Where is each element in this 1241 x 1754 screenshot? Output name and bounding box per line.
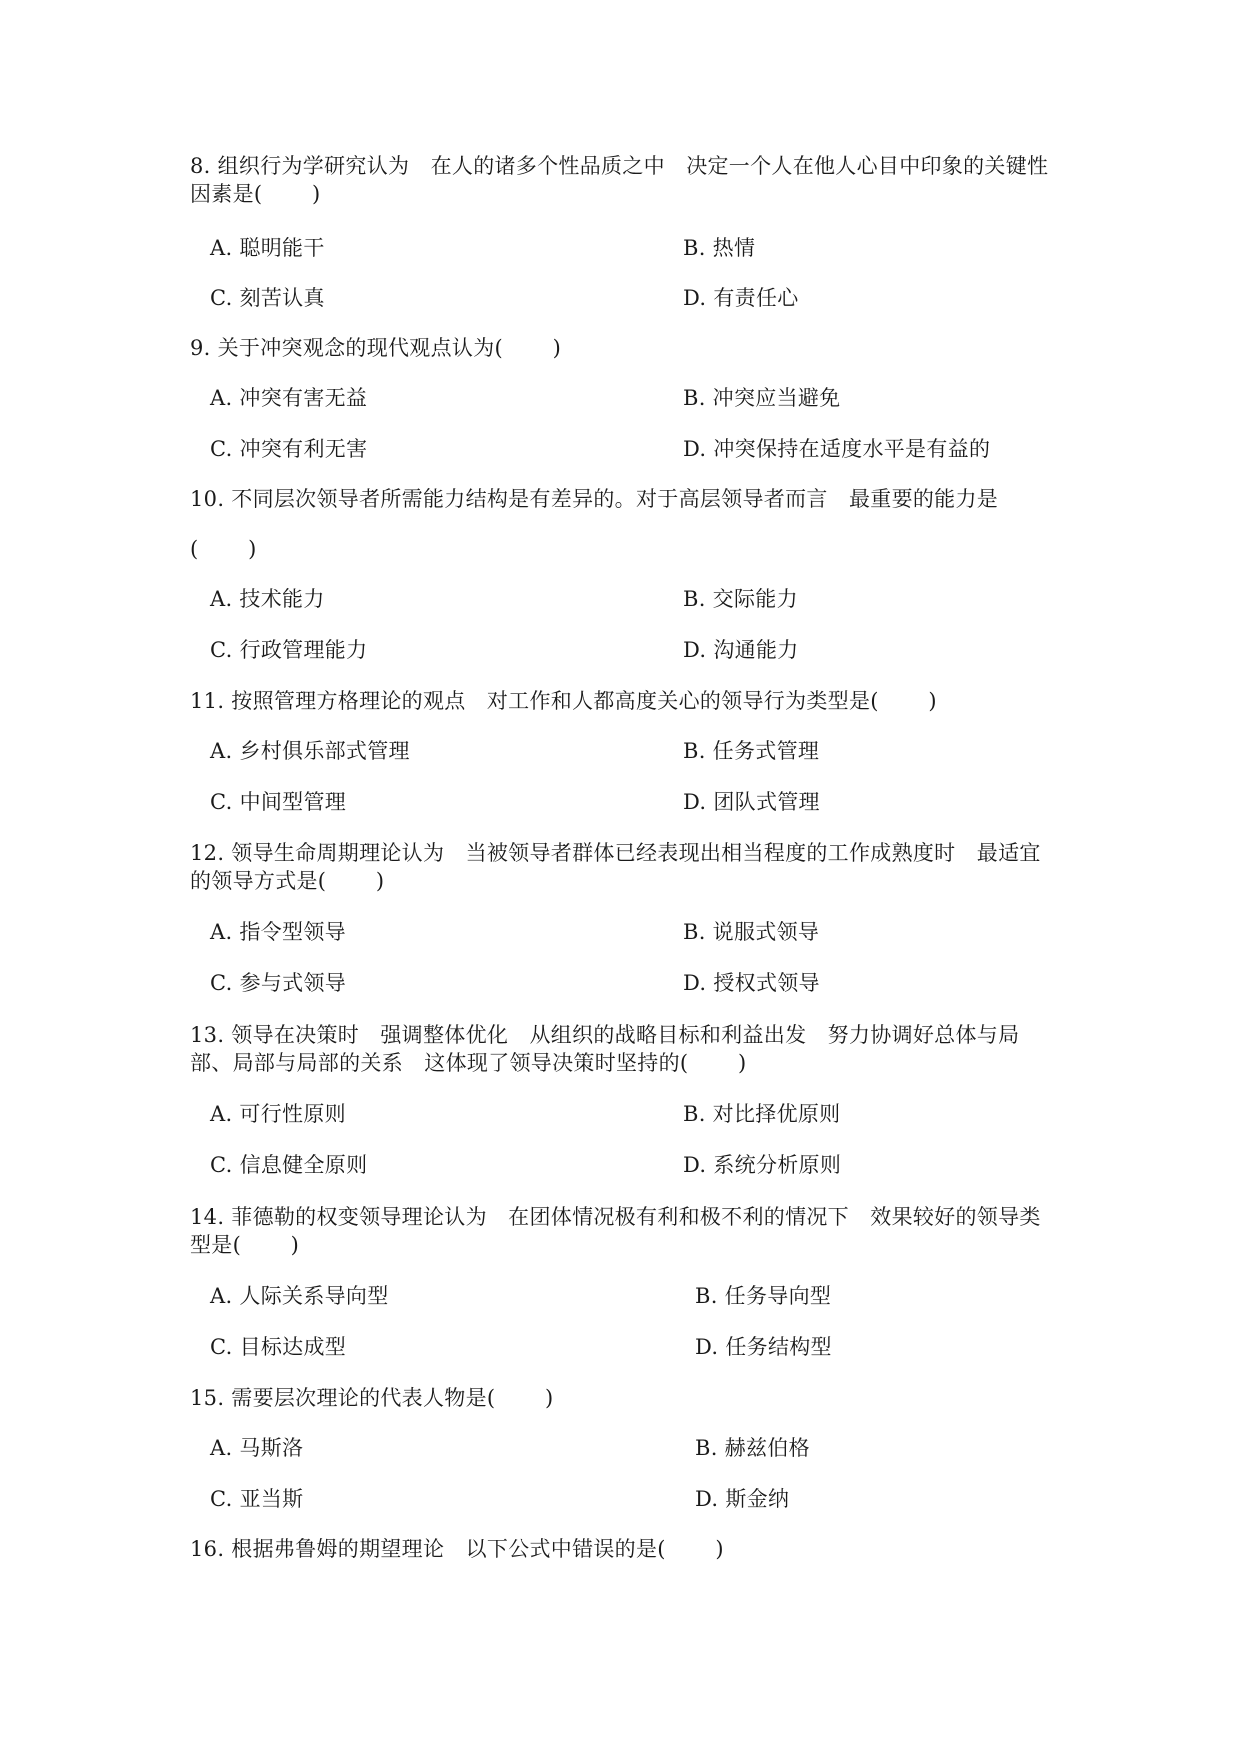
question-14-option-a: A. 人际关系导向型	[210, 1284, 389, 1308]
question-11-option-d: D. 团队式管理	[683, 790, 820, 814]
question-11-stem: 11. 按照管理方格理论的观点 对工作和人都高度关心的领导行为类型是( )	[190, 689, 937, 713]
question-8-option-c: C. 刻苦认真	[210, 286, 325, 310]
question-15-stem: 15. 需要层次理论的代表人物是( )	[190, 1386, 554, 1410]
question-15-option-d: D. 斯金纳	[695, 1487, 790, 1511]
question-16-stem: 16. 根据弗鲁姆的期望理论 以下公式中错误的是( )	[190, 1537, 724, 1561]
question-14-option-c: C. 目标达成型	[210, 1335, 347, 1359]
question-8-option-d: D. 有责任心	[683, 286, 799, 310]
question-13-option-c: C. 信息健全原则	[210, 1153, 368, 1177]
question-13-option-a: A. 可行性原则	[210, 1102, 346, 1126]
question-9-stem: 9. 关于冲突观念的现代观点认为( )	[190, 336, 562, 360]
question-9-option-a: A. 冲突有害无益	[210, 386, 368, 410]
question-15-option-a: A. 马斯洛	[210, 1436, 304, 1460]
question-10-stem: 10. 不同层次领导者所需能力结构是有差异的。对于高层领导者而言 最重要的能力是	[190, 487, 999, 511]
question-10-option-b: B. 交际能力	[683, 587, 798, 611]
question-10-option-d: D. 沟通能力	[683, 638, 799, 662]
question-12-option-b: B. 说服式领导	[683, 920, 820, 944]
question-9-option-d: D. 冲突保持在适度水平是有益的	[683, 437, 991, 461]
question-12-option-c: C. 参与式领导	[210, 971, 347, 995]
question-14-stem: 14. 菲德勒的权变领导理论认为 在团体情况极有利和极不利的情况下 效果较好的领导类型是( )	[190, 1205, 1041, 1257]
question-9-option-c: C. 冲突有利无害	[210, 437, 368, 461]
question-10-option-a: A. 技术能力	[210, 587, 325, 611]
question-13-option-d: D. 系统分析原则	[683, 1153, 842, 1177]
question-14-option-d: D. 任务结构型	[695, 1335, 832, 1359]
question-13-option-b: B. 对比择优原则	[683, 1102, 841, 1126]
question-12-option-d: D. 授权式领导	[683, 971, 820, 995]
question-10-option-c: C. 行政管理能力	[210, 638, 368, 662]
question-11-option-a: A. 乡村俱乐部式管理	[210, 739, 410, 763]
question-14-option-b: B. 任务导向型	[695, 1284, 832, 1308]
question-15-option-b: B. 赫兹伯格	[695, 1436, 810, 1460]
question-8-stem: 8. 组织行为学研究认为 在人的诸多个性品质之中 决定一个人在他人心目中印象的关键性因素是( )	[190, 154, 1049, 206]
question-9-option-b: B. 冲突应当避免	[683, 386, 841, 410]
question-11-option-c: C. 中间型管理	[210, 790, 347, 814]
question-8-option-b: B. 热情	[683, 236, 756, 260]
question-12-stem: 12. 领导生命周期理论认为 当被领导者群体已经表现出相当程度的工作成熟度时 最适宜的领导方式是( )	[190, 841, 1041, 893]
question-13-stem: 13. 领导在决策时 强调整体优化 从组织的战略目标和利益出发 努力协调好总体与局部、局部与局部的关系 这体现了领导决策时坚持的( )	[190, 1023, 1020, 1075]
question-10-stem-continued: ( )	[190, 537, 257, 561]
question-8-option-a: A. 聪明能干	[210, 236, 325, 260]
question-12-option-a: A. 指令型领导	[210, 920, 346, 944]
question-15-option-c: C. 亚当斯	[210, 1487, 304, 1511]
question-11-option-b: B. 任务式管理	[683, 739, 820, 763]
